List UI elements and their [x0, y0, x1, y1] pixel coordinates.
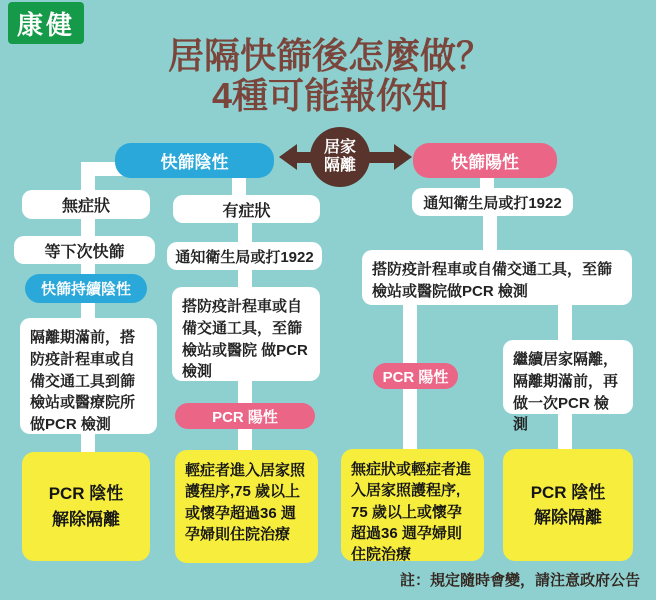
no-symptoms-label: 無症狀 [61, 198, 110, 215]
home-isolation-hub-line2: 隔離 [323, 157, 356, 174]
right-arrow-icon [394, 144, 412, 170]
connector-line [483, 215, 497, 252]
continue-isolation-text: 繼續居家隔離，隔離期滿前，再做一次PCR 檢測 [513, 351, 619, 434]
transport-to-pcr-text-left: 搭防疫計程車或自備交通工具，至篩檢站或醫院 做PCR 檢測 [182, 298, 308, 381]
symptoms-label: 有症狀 [222, 202, 271, 220]
pcr-positive-label-col3: PCR 陽性 [382, 368, 449, 386]
pcr-positive-pill-col3 [373, 363, 458, 389]
home-care-result-text-col2: 輕症者進入居家照護程序,75 歲以上或懷孕超過36 週孕婦則住院治療 [185, 462, 306, 543]
transport-to-pcr-box-right [362, 250, 632, 305]
home-care-result-text-col3: 無症狀或輕症者進入居家照護程序, 75 歲以上或懷孕超過36 週孕婦則住院治療 [351, 461, 472, 564]
notify-health-bureau-label-right: 通知衛生局或打1922 [423, 194, 562, 212]
page-title-line2: 4種可能報你知 [211, 74, 449, 116]
connector-line [403, 303, 417, 365]
connector-line [81, 162, 95, 192]
pcr-positive-pill-col2 [175, 403, 315, 429]
brand-logo [8, 2, 84, 44]
notify-health-bureau-box-right [412, 188, 573, 216]
pcr-negative-result-2-line1: PCR 陰性 [530, 482, 606, 502]
continue-isolation-box [503, 340, 633, 434]
connector-line [403, 386, 417, 452]
pcr-negative-result-box-1 [22, 452, 150, 561]
connector-line [238, 222, 252, 244]
before-isolation-end-text: 隔離期滿前，搭防疫計程車或自備交通工具到篩檢站或醫療院所做PCR 檢測 [30, 329, 136, 433]
page-title [50, 36, 610, 115]
footnote [320, 569, 640, 590]
connector-line [81, 433, 95, 454]
connector-line [81, 218, 95, 238]
connector-line [558, 303, 572, 342]
transport-to-pcr-text-right: 搭防疫計程車或自備交通工具，至篩檢站或醫院做PCR 檢測 [372, 261, 613, 300]
wait-next-test-box [14, 236, 155, 264]
connector-line [558, 411, 572, 452]
notify-health-bureau-box-left [167, 242, 322, 270]
pcr-negative-result-2-line2: 解除隔離 [534, 508, 602, 527]
page-title-line1: 居隔快篩後怎麼做？ [167, 35, 492, 76]
rapid-test-positive-label: 快篩陽性 [451, 153, 519, 172]
brand-logo-text: 康健 [16, 9, 75, 40]
notify-health-bureau-label-left: 通知衛生局或打1922 [175, 248, 314, 266]
rapid-test-negative-pill [115, 143, 274, 178]
persistent-negative-pill [25, 274, 147, 303]
home-isolation-hub [310, 127, 370, 187]
pcr-negative-result-1-line2: 解除隔離 [52, 509, 120, 529]
pcr-negative-result-1-line1: PCR 陰性 [48, 484, 124, 503]
home-care-result-box-col2 [175, 450, 318, 563]
transport-to-pcr-box-left [172, 287, 320, 381]
home-isolation-hub-line1: 居家 [323, 138, 356, 156]
left-arrow-icon [279, 144, 297, 170]
right-arrow-shaft [366, 152, 394, 163]
no-symptoms-box [22, 190, 150, 219]
pcr-positive-label-col2: PCR 陽性 [212, 408, 278, 426]
pcr-negative-result-box-2 [503, 449, 633, 561]
rapid-test-positive-pill [413, 143, 557, 178]
wait-next-test-label: 等下次快篩 [44, 243, 125, 261]
connector-line [238, 269, 252, 289]
symptoms-box [173, 195, 320, 223]
home-care-result-box-col3 [341, 449, 484, 564]
persistent-negative-label: 快篩持續陰性 [40, 281, 131, 298]
connector-line [238, 380, 252, 405]
footnote-text: 註：規定隨時會變，請注意政府公告 [399, 572, 640, 589]
rapid-test-negative-label: 快篩陰性 [160, 153, 229, 172]
before-isolation-end-box [20, 318, 157, 434]
